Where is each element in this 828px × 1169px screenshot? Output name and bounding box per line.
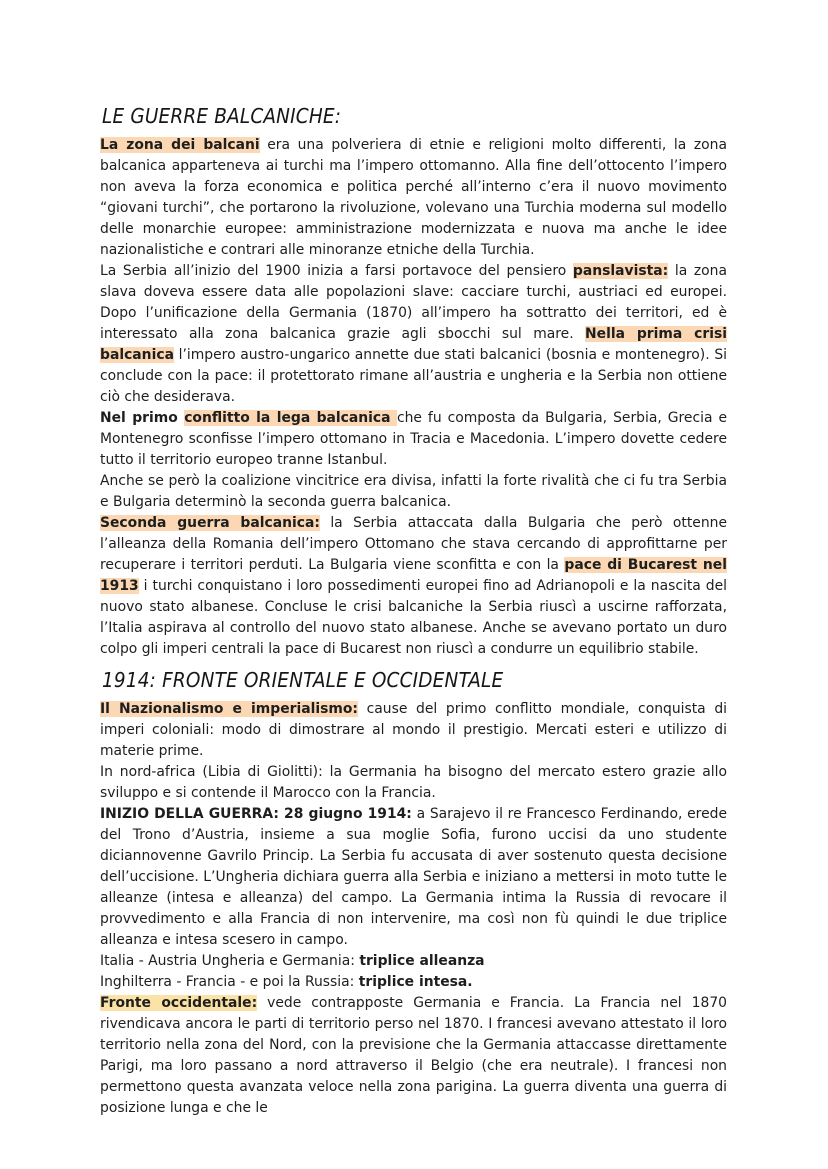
text: vede contrapposte Germania e Francia. La Francia nel 1870 rivendicava ancora le parti di territorio perso nel 1870. I francesi avevano attestato il loro territorio nella zona del Nord, con la previsione che la Germania attaccasse direttamente Parigi, ma loro passano a nord attraverso il Belgio (che era neutrale). I francesi non permettono questa avanzata veloce nella zona parigina. La guerra diventa una guerra di posizione lunga e che le bbox=[100, 995, 727, 1116]
highlight: La zona dei balcani bbox=[100, 137, 260, 153]
text: Italia - Austria Ungheria e Germania: bbox=[100, 953, 360, 969]
bold-text: Nel primo bbox=[100, 410, 185, 426]
highlight: Nella prima crisi balcanica bbox=[100, 326, 727, 363]
text: a Sarajevo il re Francesco Ferdinando, erede del Trono d’Austria, insieme a sua moglie Sofia, furono uccisi da uno studente diciannovenne Gavrilo Princip. La Serbia fu accusata di aver sostenuto questa decisione dell’uccisione. L’Ungheria dichiara guerra alla Serbia e iniziano a mettersi in moto tutte le alleanze (intesa e alleanza) del campo. La Germania intima la Russia di revocare il provvedimento e alla Francia di non intervenire, ma così non fù quindi le due triplice alleanza e intesa scesero in campo. bbox=[100, 806, 727, 948]
highlight: panslavista: bbox=[572, 263, 669, 279]
bold-text: INIZIO DELLA GUERRA: 28 giugno 1914: bbox=[100, 806, 412, 822]
text: i turchi conquistano i loro possedimenti europei fino ad Adrianopoli e la nascita del nuovo stato albanese. Concluse le crisi balcaniche la Serbia riuscì a uscirne rafforzata, l’Italia aspirava al controllo del nuovo stato albanese. Anche se avevano portato un duro colpo gli imperi centrali la pace di Bucarest non riuscì a condurre un equilibrio stabile. bbox=[100, 578, 727, 657]
paragraph bbox=[100, 408, 727, 471]
text: Anche se però la coalizione vincitrice era divisa, infatti la forte rivalità che ci fu tra Serbia e Bulgaria determinò la seconda guerra balcanica. bbox=[100, 473, 727, 510]
highlight: conflitto la lega balcanica bbox=[184, 410, 397, 426]
highlight: Seconda guerra balcanica: bbox=[100, 515, 320, 531]
text: cause del primo conflitto mondiale, conquista di imperi coloniali: modo di dimostrare al mondo il prestigio. Mercati esteri e utilizzo di materie prime. bbox=[100, 701, 728, 759]
paragraph bbox=[100, 513, 727, 660]
text: la Serbia attaccata dalla Bulgaria che però ottenne l’alleanza della Romania dell’impero Ottomano che stava cercando di approfittarne per recuperare i territori perduti. La Bulgaria viene sconfitta e con la bbox=[100, 515, 727, 573]
paragraph bbox=[100, 804, 727, 951]
bold-text: triplice alleanza bbox=[359, 953, 485, 969]
highlight: Il Nazionalismo e imperialismo: bbox=[100, 701, 358, 717]
section-body-1914-fronts bbox=[100, 699, 727, 1119]
text: era una polveriera di etnie e religioni molto differenti, la zona balcanica apparteneva ai turchi ma l’impero ottomanno. Alla fine dell’ottocento l’impero non aveva la forza economica e politica perché all’interno c’era il nuovo movimento “giovani turchi”, che portarono la rivoluzione, volevano una Turchia moderna sul modello delle monarchie europee: amministrazione modernizzata e nuova ma anche le idee nazionalistiche e contrari alle minoranze etniche della Turchia. bbox=[100, 137, 727, 258]
text: In nord-africa (Libia di Giolitti): la Germania ha bisogno del mercato estero grazie allo sviluppo e si contende il Marocco con la Francia. bbox=[100, 764, 727, 801]
paragraph bbox=[100, 135, 727, 261]
highlight: Fronte occidentale: bbox=[100, 995, 258, 1011]
paragraph bbox=[100, 261, 727, 408]
text: la zona slava doveva essere data alle popolazioni slave: cacciare turchi, austriaci ed europei. Dopo l’unificazione della Germania (1870) all’impero ha sottratto dei territori, ed è interessato alla zona balcanica grazie agli sbocchi sul mare. bbox=[100, 263, 727, 342]
section-title-balkan-wars: LE GUERRE BALCANICHE: bbox=[102, 104, 342, 128]
section-body-balkan-wars bbox=[100, 135, 727, 660]
text: Inghilterra - Francia - e poi la Russia: bbox=[100, 974, 359, 990]
paragraph bbox=[100, 951, 727, 972]
section-title-1914-fronts: 1914: FRONTE ORIENTALE E OCCIDENTALE bbox=[102, 668, 504, 692]
text: l’impero austro-ungarico annette due stati balcanici (bosnia e montenegro). Si conclude con la pace: il protettorato rimane all’austria e ungheria e la Serbia non ottiene ciò che desiderava. bbox=[100, 347, 727, 405]
text: che fu composta da Bulgaria, Serbia, Grecia e Montenegro sconfisse l’impero ottomano in Tracia e Macedonia. L’impero dovette cedere tutto il territorio europeo tranne Istanbul. bbox=[100, 410, 727, 468]
paragraph bbox=[100, 471, 727, 513]
text: La Serbia all’inizio del 1900 inizia a farsi portavoce del pensiero bbox=[100, 263, 573, 279]
paragraph bbox=[100, 993, 727, 1119]
paragraph bbox=[100, 972, 727, 993]
bold-text: triplice intesa. bbox=[358, 974, 473, 990]
highlight: pace di Bucarest nel 1913 bbox=[100, 557, 727, 594]
paragraph bbox=[100, 762, 727, 804]
paragraph bbox=[100, 699, 727, 762]
